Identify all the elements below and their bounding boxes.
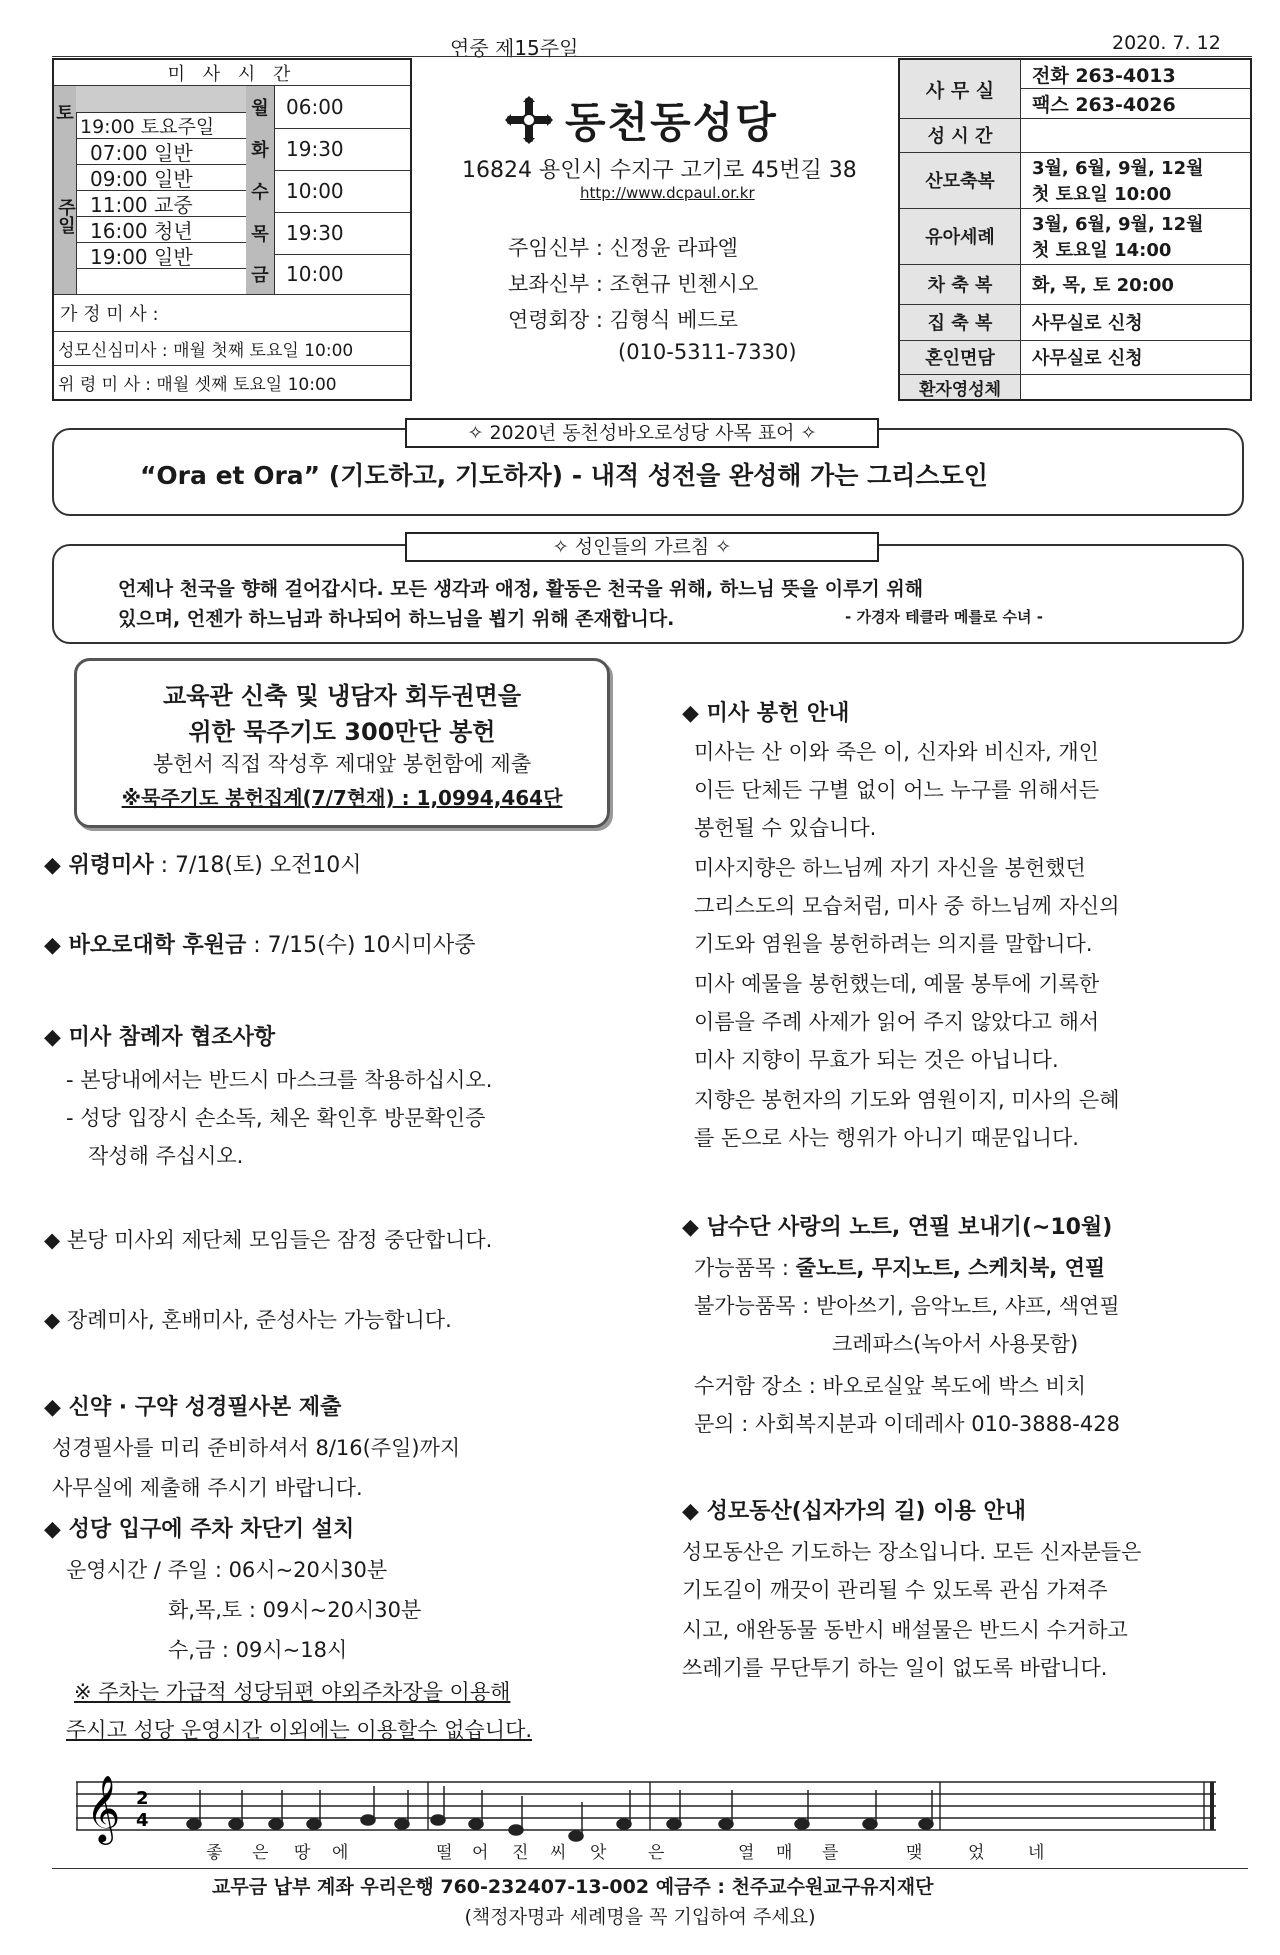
- sudan-note-heading: ◆ 남수단 사랑의 노트, 연필 보내기(~10월): [682, 1215, 1113, 1240]
- car-blessing-value: 화, 목, 토 20:00: [1032, 275, 1174, 296]
- requiem-mass: 위 령 미 사 : 매월 셋째 토요일 10:00: [58, 374, 337, 395]
- parking-hours-wed-fri: 수,금 : 09시~18시: [168, 1638, 348, 1662]
- lyric-syllable: 좋: [206, 1843, 223, 1863]
- saints-line-1: 언제나 천국을 향해 걸어갑시다. 모든 생각과 애정, 활동은 천국을 위해, 하느님 뜻을 이루기 위해: [118, 578, 924, 600]
- date-label: 2020. 7. 12: [1112, 32, 1221, 54]
- saints-caption: ✧ 성인들의 가르침 ✧: [405, 532, 879, 562]
- paul-univ-notice: ◆ 바오로대학 후원금 : 7/15(수) 10시미사중: [44, 933, 476, 958]
- car-blessing-label: 차 축 복: [927, 275, 993, 296]
- mother-blessing-months: 3월, 6월, 9월, 12월: [1032, 158, 1204, 179]
- requiem-notice: ◆ 위령미사 : 7/18(토) 오전10시: [44, 853, 362, 878]
- infant-baptism-label: 유아세례: [925, 227, 995, 248]
- sudan-disallowed-items-2: 크레파스(녹아서 사용못함): [832, 1332, 1079, 1356]
- note-head: [229, 1819, 243, 1829]
- house-blessing-value: 사무실로 신청: [1032, 313, 1143, 334]
- saints-source: - 가경자 테클라 메를로 수녀 -: [845, 608, 1043, 626]
- rosary-line-3: 봉헌서 직접 작성후 제대앞 봉헌함에 제출: [152, 752, 532, 776]
- mary-garden-line: 쓰레기를 무단투기 하는 일이 없도록 바랍니다.: [682, 1656, 1108, 1680]
- bible-notice-heading: ◆ 신약 · 구약 성경필사본 제출: [44, 1395, 342, 1420]
- sun-mass-1900: 19:00 일반: [90, 244, 193, 269]
- note-head: [269, 1819, 283, 1829]
- mother-blessing-label: 산모축복: [925, 171, 995, 192]
- mass-offering-line: 봉헌될 수 있습니다.: [694, 816, 877, 840]
- mary-garden-heading: ◆ 성모동산(십자가의 길) 이용 안내: [682, 1499, 1026, 1524]
- diamond-bullet-icon: ◆: [44, 1025, 69, 1050]
- diamond-bullet-icon: ◆: [682, 701, 707, 726]
- lyric-syllable: 진: [512, 1843, 529, 1863]
- office-fax: 팩스 263-4026: [1032, 93, 1176, 116]
- assistant-priest: 보좌신부 : 조현규 빈첸시오: [508, 272, 759, 296]
- lyric-syllable: 에: [332, 1843, 349, 1863]
- saturday-empty-row: [76, 86, 246, 112]
- mass-offering-line: 이름을 주례 사제가 읽어 주지 않았다고 해서: [694, 1010, 1100, 1034]
- diamond-bullet-icon: ◆: [44, 1517, 69, 1542]
- funeral-notice: ◆ 장례미사, 혼배미사, 준성사는 가능합니다.: [44, 1308, 452, 1332]
- weekday-wed: 수: [246, 170, 274, 212]
- mother-blessing-time: 첫 토요일 10:00: [1032, 184, 1172, 205]
- diamond-bullet-icon: ◆: [44, 1228, 67, 1252]
- saturday-label: 토: [54, 86, 76, 138]
- rosary-line-2: 위한 묵주기도 300만단 봉헌: [188, 718, 496, 746]
- note-head: [919, 1819, 933, 1829]
- motto-caption: ✧ 2020년 동천성바오로성당 사목 표어 ✧: [405, 418, 879, 448]
- header-rule: [52, 56, 1252, 57]
- sacred-hour-label: 성 시 간: [927, 126, 993, 147]
- mass-offering-line: 미사는 산 이와 죽은 이, 신자와 비신자, 개인: [694, 740, 1099, 764]
- lyric-syllable: 씨: [550, 1843, 567, 1863]
- lyric-syllable: 맺: [906, 1843, 923, 1863]
- lyric-syllable: 열: [738, 1843, 755, 1863]
- diamond-bullet-icon: ◆: [44, 933, 69, 958]
- church-name: 동천동성당: [565, 98, 778, 147]
- note-head: [509, 1825, 523, 1835]
- marriage-interview-label: 혼인면담: [925, 348, 995, 369]
- note-head: [569, 1831, 583, 1841]
- lyric-syllable: 어: [472, 1843, 489, 1863]
- lyric-syllable: 땅: [294, 1843, 311, 1863]
- note-head: [863, 1819, 877, 1829]
- weekday-mon: 월: [246, 86, 274, 128]
- note-head: [719, 1819, 733, 1829]
- footer-rule: [52, 1868, 1248, 1869]
- lyric-syllable: 를: [822, 1843, 839, 1863]
- mass-offering-line: 이든 단체든 구별 없이 어느 누구를 위해서든: [694, 778, 1100, 802]
- parking-notice-heading: ◆ 성당 입구에 주차 차단기 설치: [44, 1517, 355, 1542]
- weekday-fri-time: 10:00: [286, 262, 344, 286]
- motto-text: “Ora et Ora” (기도하고, 기도하자) - 내적 성전을 완성해 가는 그리스도인: [140, 461, 988, 490]
- diamond-bullet-icon: ◆: [44, 853, 69, 878]
- sudan-disallowed-items: 불가능품목 : 받아쓰기, 음악노트, 샤프, 색연필: [694, 1294, 1120, 1318]
- sat-mass-1900: 19:00 토요주일: [80, 115, 215, 138]
- bank-account-note: (책정자명과 세례명을 꼭 기입하여 주세요): [464, 1906, 816, 1928]
- lyric-syllable: 었: [968, 1843, 985, 1863]
- lyric-syllable: 네: [1028, 1843, 1045, 1863]
- weekday-tue: 화: [246, 128, 274, 170]
- week-label: 연중 제15주일: [450, 36, 579, 60]
- lyric-syllable: 앗: [590, 1843, 607, 1863]
- house-blessing-label: 집 축 복: [927, 313, 993, 334]
- weekday-wed-time: 10:00: [286, 179, 344, 203]
- office-label: 사 무 실: [925, 79, 995, 102]
- office-info-table: [898, 58, 1252, 401]
- note-head: [667, 1819, 681, 1829]
- mass-offering-line: 미사지향은 하느님께 자기 자신을 봉헌했던: [694, 856, 1086, 880]
- weekday-thu: 목: [246, 212, 274, 254]
- coop-line-3: 작성해 주십시오.: [88, 1144, 244, 1168]
- sun-mass-1600: 16:00 청년: [90, 218, 193, 243]
- sick-communion-label: 환자영성체: [918, 379, 1002, 400]
- pastor: 주임신부 : 신정윤 라파엘: [508, 236, 738, 260]
- rosary-line-1: 교육관 신축 및 냉담자 회두권면을: [163, 682, 521, 710]
- treble-clef-icon: 𝄞: [86, 1774, 121, 1842]
- bank-account: 교무금 납부 계좌 우리은행 760-232407-13-002 예금주 : 천주교수원교구유지재단: [212, 1876, 934, 1898]
- mass-offering-line: 기도와 염원을 봉헌하려는 의지를 말합니다.: [694, 932, 1093, 956]
- mary-garden-line: 시고, 애완동물 동반시 배설물은 반드시 수거하고: [682, 1618, 1128, 1642]
- weekday-tue-time: 19:30: [286, 137, 344, 161]
- home-mass: 가 정 미 사 :: [60, 303, 159, 325]
- mass-title: 미 사 시 간: [54, 60, 410, 86]
- sun-mass-0900: 09:00 일반: [90, 166, 193, 191]
- diamond-bullet-icon: ◆: [682, 1215, 707, 1240]
- note-head: [361, 1815, 375, 1825]
- weekday-thu-time: 19:30: [286, 221, 344, 245]
- sudan-collection-box: 수거함 장소 : 바오로실앞 복도에 박스 비치: [694, 1374, 1086, 1398]
- bible-line-1: 성경필사를 미리 준비하셔서 8/16(주일)까지: [52, 1436, 461, 1460]
- sudan-contact: 문의 : 사회복지분과 이데레사 010-3888-428: [694, 1412, 1120, 1436]
- mass-offering-line: 미사 지향이 무효가 되는 것은 아닙니다.: [694, 1048, 1059, 1072]
- sunday-label: 주일: [54, 138, 76, 294]
- weekday-mon-time: 06:00: [286, 95, 344, 119]
- parking-note-1: ※ 주차는 가급적 성당뒤편 야외주차장을 이용해: [74, 1680, 511, 1704]
- office-phone: 전화 263-4013: [1032, 64, 1176, 87]
- coop-notice-heading: ◆ 미사 참례자 협조사항: [44, 1025, 276, 1050]
- mass-times-table: [52, 58, 412, 401]
- lyric-syllable: 매: [776, 1843, 793, 1863]
- saints-line-2: 있으며, 언젠가 하느님과 하나되어 하느님을 뵙기 위해 존재합니다.: [118, 608, 675, 630]
- mass-offering-line: 그리스도의 모습처럼, 미사 중 하느님께 자신의: [694, 894, 1120, 918]
- diamond-bullet-icon: ◆: [44, 1308, 67, 1332]
- bible-line-2: 사무실에 제출해 주시기 바랍니다.: [52, 1476, 363, 1500]
- mass-offering-heading: ◆ 미사 봉헌 안내: [682, 701, 850, 726]
- marriage-interview-value: 사무실로 신청: [1032, 348, 1143, 369]
- mass-offering-line: 를 돈으로 사는 행위가 아니기 때문입니다.: [694, 1126, 1079, 1150]
- president-phone: (010-5311-7330): [618, 340, 797, 364]
- parking-hours-tue-thu-sat: 화,목,토 : 09시~20시30분: [168, 1598, 422, 1622]
- mary-garden-line: 기도길이 깨끗이 관리될 수 있도록 관심 가져주: [682, 1578, 1108, 1602]
- church-address: 16824 용인시 수지구 고기로 45번길 38: [462, 158, 857, 183]
- time-signature-bottom: 4: [136, 1810, 149, 1831]
- note-head: [395, 1819, 409, 1829]
- mass-offering-line: 지향은 봉헌자의 기도와 염원이지, 미사의 은혜: [694, 1088, 1120, 1112]
- heart-mass: 성모신심미사 : 매월 첫째 토요일 10:00: [58, 340, 354, 361]
- parking-note-2: 주시고 성당 운영시간 이외에는 이용할수 없습니다.: [66, 1718, 533, 1742]
- note-head: [431, 1815, 445, 1825]
- sun-mass-0700: 07:00 일반: [90, 140, 193, 165]
- note-head: [795, 1819, 809, 1829]
- sun-mass-1100: 11:00 교중: [90, 192, 193, 217]
- note-head: [469, 1819, 483, 1829]
- infant-baptism-time: 첫 토요일 14:00: [1032, 240, 1172, 261]
- suspend-notice: ◆ 본당 미사외 제단체 모임들은 잠정 중단합니다.: [44, 1228, 493, 1252]
- funeral-president: 연령회장 : 김형식 베드로: [508, 308, 738, 332]
- lyric-syllable: 은: [648, 1843, 665, 1863]
- coop-line-2: - 성당 입장시 손소독, 체온 확인후 방문확인증: [66, 1106, 486, 1130]
- time-signature-top: 2: [136, 1788, 149, 1809]
- lyric-syllable: 은: [252, 1843, 269, 1863]
- diamond-bullet-icon: ◆: [682, 1499, 707, 1524]
- parking-hours-sunday: 운영시간 / 주일 : 06시~20시30분: [66, 1558, 388, 1582]
- cross-logo-icon: [505, 96, 553, 144]
- coop-line-1: - 본당내에서는 반드시 마스크를 착용하십시오.: [66, 1068, 493, 1092]
- note-head: [617, 1819, 631, 1829]
- note-head: [187, 1819, 201, 1829]
- weekday-fri: 금: [246, 254, 274, 294]
- sudan-allowed-items: 가능품목 : 줄노트, 무지노트, 스케치북, 연필: [694, 1256, 1106, 1280]
- infant-baptism-months: 3월, 6월, 9월, 12월: [1032, 214, 1204, 235]
- mary-garden-line: 성모동산은 기도하는 장소입니다. 모든 신자분들은: [682, 1540, 1142, 1564]
- mass-offering-line: 미사 예물을 봉헌했는데, 예물 봉투에 기록한: [694, 972, 1100, 996]
- note-head: [307, 1819, 321, 1829]
- diamond-bullet-icon: ◆: [44, 1395, 69, 1420]
- church-url-link[interactable]: http://www.dcpaul.or.kr: [580, 184, 755, 202]
- rosary-line-4: ※묵주기도 봉헌집계(7/7현재) : 1,0994,464단: [121, 786, 563, 810]
- lyric-syllable: 떨: [436, 1843, 453, 1863]
